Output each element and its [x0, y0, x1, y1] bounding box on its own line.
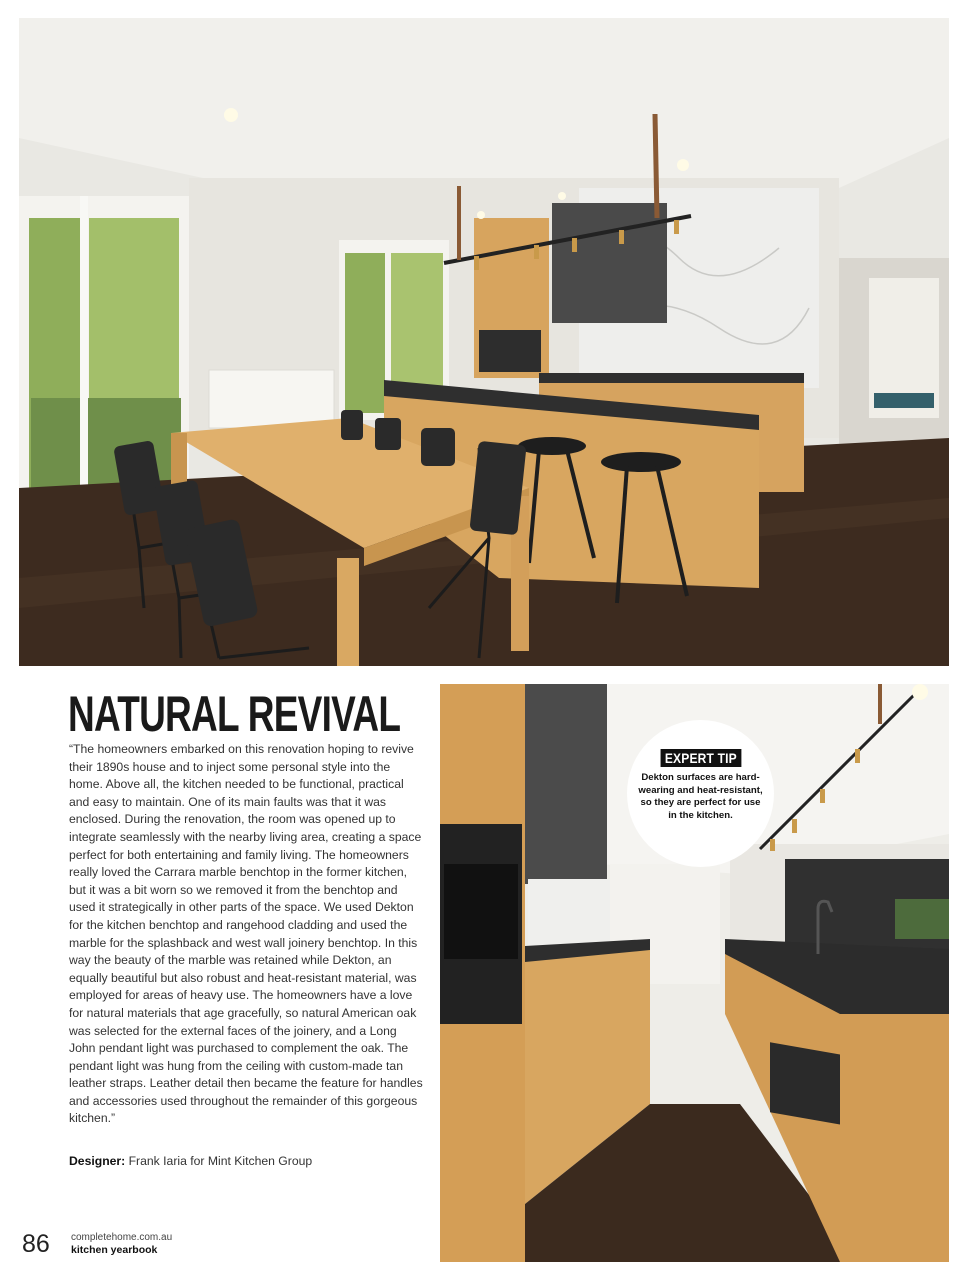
expert-tip-text: Dekton surfaces are hard-wearing and heat-resistant, so they are perfect for use in the kitchen. — [638, 772, 763, 821]
headline: NATURAL REVIVAL — [68, 686, 401, 742]
website-link[interactable]: completehome.com.au — [71, 1232, 173, 1243]
page-number: 86 — [22, 1230, 50, 1258]
designer-value: Frank Iaria for Mint Kitchen Group — [128, 1154, 313, 1168]
expert-tip-badge — [627, 720, 774, 867]
designer-label: Designer: — [69, 1154, 126, 1168]
hero-kitchen-photo — [19, 18, 949, 666]
publication-name: kitchen yearbook — [71, 1244, 158, 1256]
expert-tip-label: EXPERT TIP — [660, 749, 741, 767]
designer-credit — [69, 1153, 425, 1171]
body-copy: “The homeowners embarked on this renovation hoping to revive their 1890s house and to inject some personal style into the home. Above all, the kitchen needed to be functional, practical and easy to maintain. One of its main faults was that it was enclosed. During the renovation, the room was opened up to integrate seamlessly with the nearby living area, creating a space perfect for both entertaining and family living. The homeowners really loved the Carrara marble benchtop in the former kitchen, but it was a bit worn so we removed it from the benchtop and used it strategically in other parts of the space. We used Dekton for the kitchen benchtop and rangehood cladding and used the marble for the splashback and west wall joinery benchtop. In this way the beauty of the marble was retained while Dekton, an equally beautiful but also robust and heat-resistant material, was employed for areas of heavy use. The homeowners have a love for natural materials that age gracefully, so natural American oak was selected for the external faces of the joinery, and a Long John pendant light was purchased to complement the oak. The pendant light was hung from the ceiling with custom-made tan leather straps. Leather detail then became the feature for handles and accessories used throughout the remainder of this gorgeous kitchen.” — [69, 742, 423, 1126]
